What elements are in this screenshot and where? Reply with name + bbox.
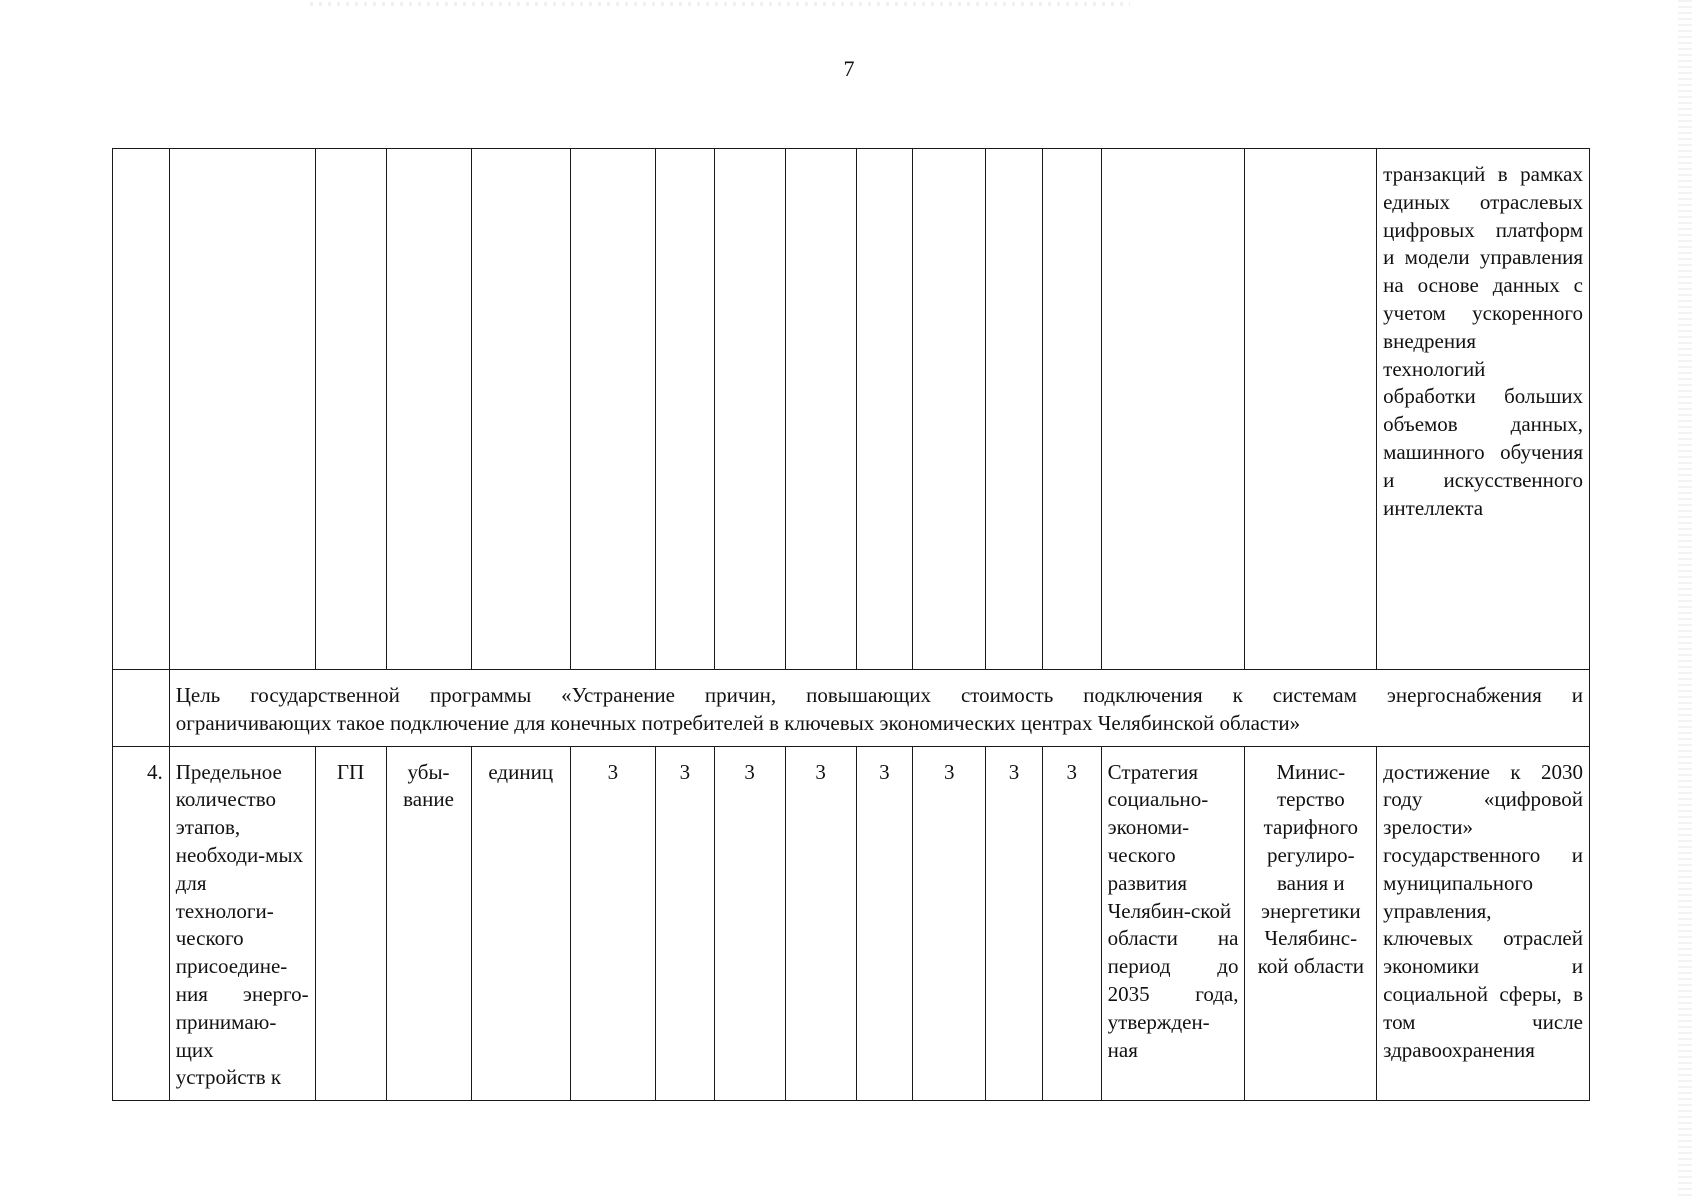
goal-text-line-1: Цель государственной программы «Устранение причин, повышающих стоимость подключения к системам энергоснабжения и xyxy=(175,683,1583,707)
cell-row-number: 4. xyxy=(113,746,170,1101)
cell-responsible-body: Минис-терство тарифного регулиро-вания и энергетики Челябинс-кой области xyxy=(1245,746,1377,1101)
cell-value-empty xyxy=(655,149,714,670)
table-row-goal xyxy=(113,670,1590,747)
cell-continued-result: транзакций в рамках единых отраслевых цифровых платформ и модели управления на основе данных с учетом ускоренного внедрения технологий обработки больших объемов данных, машинного обучения и искусственного интеллекта xyxy=(1377,149,1590,670)
cell-value: 3 xyxy=(570,746,655,1101)
cell-value-empty xyxy=(913,149,986,670)
page-number: 7 xyxy=(843,56,855,81)
cell-number-empty xyxy=(113,149,170,670)
cell-link-to-national-goals: достижение к 2030 году «цифровой зрелости» государственного и муниципального управления, ключевых отраслей экономики и социальной сферы, в том числе здравоохранения xyxy=(1377,746,1590,1101)
cell-value-empty xyxy=(986,149,1043,670)
cell-unit: единиц xyxy=(471,746,570,1101)
cell-value: 3 xyxy=(655,746,714,1101)
cell-value: 3 xyxy=(856,746,913,1101)
cell-value: 3 xyxy=(986,746,1043,1101)
cell-value: 3 xyxy=(913,746,986,1101)
cell-program-goal xyxy=(169,670,1589,747)
cell-value-empty xyxy=(785,149,856,670)
cell-value-empty xyxy=(1042,149,1101,670)
cell-responsible-empty xyxy=(1245,149,1377,670)
cell-strategic-document: Стратегия социально-экономи-ческого развития Челябин-ской области на период до 2035 года, утвержден-ная xyxy=(1101,746,1245,1101)
cell-value: 3 xyxy=(785,746,856,1101)
indicators-table xyxy=(112,148,1590,1101)
cell-value-empty xyxy=(856,149,913,670)
cell-value-empty xyxy=(570,149,655,670)
goal-text-line-2: ограничивающих такое подключение для конечных потребителей в ключевых экономических центрах Челябинской области» xyxy=(175,710,1301,735)
cell-goal-number-empty xyxy=(113,670,170,747)
cell-indicator-empty xyxy=(169,149,315,670)
cell-value: 3 xyxy=(1042,746,1101,1101)
table-row-continued xyxy=(113,149,1590,670)
cell-value-empty xyxy=(714,149,785,670)
cell-value: 3 xyxy=(714,746,785,1101)
cell-indicator-name: Предельное количество этапов, необходи-мых для технологи-ческого присоедине-ния энерго-принимаю-щих устройств к xyxy=(169,746,315,1101)
scan-artifact-edge xyxy=(1678,0,1692,1200)
cell-unit-empty xyxy=(471,149,570,670)
cell-document-empty xyxy=(1101,149,1245,670)
table-row-4 xyxy=(113,746,1590,1101)
scan-artifact-top xyxy=(310,2,1130,6)
cell-trend: убы-вание xyxy=(386,746,471,1101)
cell-level-empty xyxy=(315,149,386,670)
cell-level: ГП xyxy=(315,746,386,1101)
cell-trend-empty xyxy=(386,149,471,670)
